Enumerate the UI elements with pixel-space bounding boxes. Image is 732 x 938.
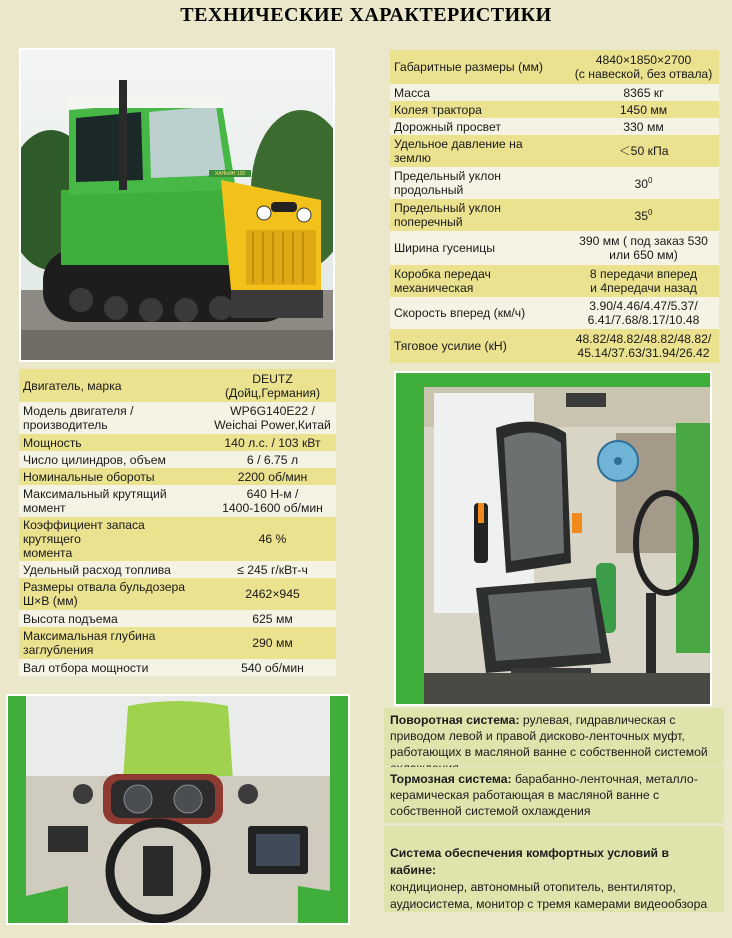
steering-system-text: рулевая, гидравлическая с приводом левой и правой дисково-ленточных муфт, работающих в масляной ванне с собственной системой (390, 713, 708, 759)
spec-label: Высота подъема (19, 610, 209, 627)
right-spec-table (390, 50, 719, 363)
tractor-photo (19, 48, 335, 362)
spec-label: Скорость вперед (км/ч) (390, 297, 568, 329)
spec-row (390, 118, 719, 135)
spec-value: 48.82/48.82/48.82/48.82/ 45.14/37.63/31.94/26.42 (575, 332, 712, 360)
spec-row (390, 297, 719, 329)
spec-label: Двигатель, марка (19, 369, 209, 402)
spec-value: 1450 мм (619, 102, 668, 117)
comfort-system-label: Система обеспечения комфортных условий в кабине: (390, 846, 669, 877)
spec-value: ≤ 245 г/кВт-ч (237, 562, 308, 577)
spec-value: 8365 кг (623, 85, 664, 100)
spec-row (19, 561, 336, 578)
spec-row (19, 468, 336, 485)
spec-value: ＜50 кПа (618, 144, 669, 158)
spec-label: Размеры отвала бульдозера Ш×В (мм) (19, 578, 209, 610)
spec-row (390, 135, 719, 167)
spec-value: 140 л.с. / 103 кВт (224, 435, 321, 450)
left-spec-table (19, 369, 336, 676)
spec-row (19, 659, 336, 676)
spec-value: 640 Н-м / 1400-1600 об/мин (222, 487, 323, 515)
spec-label: Число цилиндров, объем (19, 451, 209, 468)
spec-value: 2462×945 (245, 587, 300, 601)
spec-value: 290 мм (252, 636, 293, 650)
tractor-plate: ХАНЬЯН 120 (214, 171, 246, 177)
spec-label: Предельный уклон продольный (390, 167, 568, 199)
spec-row (19, 610, 336, 627)
comfort-system-text: кондиционер, автономный отопитель, вентилятор, аудиосистема, монитор с тремя камерами видеообзора (390, 880, 708, 911)
tractor-illustration (21, 50, 333, 360)
spec-value: 46 % (258, 532, 287, 546)
steering-system-label: Поворотная система: (390, 713, 520, 727)
spec-value: 8 передачи вперед и 4передачи назад (589, 267, 698, 295)
spec-label: Габаритные размеры (мм) (390, 50, 568, 84)
spec-row (19, 369, 336, 402)
spec-value: 540 об/мин (241, 660, 304, 675)
spec-value: WP6G140E22 / Weichai Power,Китай (214, 404, 331, 432)
spec-label: Коэффициент запаса крутящего момента (19, 517, 209, 561)
spec-value: 390 мм ( под заказ 530 или 650 мм) (579, 234, 708, 262)
spec-label: Тяговое усилие (кН) (390, 329, 568, 363)
spec-row (390, 84, 719, 101)
spec-label: Масса (390, 84, 568, 101)
comfort-system-box (384, 826, 724, 912)
spec-row (19, 434, 336, 451)
spec-value: 6 / 6.75 л (246, 452, 299, 467)
spec-label: Мощность (19, 434, 209, 451)
spec-label: Максимальная глубина заглубления (19, 627, 209, 659)
spec-row (19, 627, 336, 659)
page-title: ТЕХНИЧЕСКИЕ ХАРАКТЕРИСТИКИ (180, 4, 552, 26)
spec-label: Ширина гусеницы (390, 231, 568, 265)
dashboard-photo (6, 694, 350, 925)
spec-row (19, 485, 336, 517)
spec-label: Удельный расход топлива (19, 561, 209, 578)
spec-label: Удельное давление на землю (390, 135, 568, 167)
spec-row (390, 265, 719, 297)
spec-row (390, 167, 719, 199)
brake-system-box (384, 767, 724, 823)
spec-row (390, 199, 719, 231)
spec-label: Вал отбора мощности (19, 659, 209, 676)
spec-value: 625 мм (252, 611, 293, 626)
spec-row (19, 578, 336, 610)
spec-value: 2200 об/мин (237, 469, 308, 484)
spec-row (19, 451, 336, 468)
spec-value: 3.90/4.46/4.47/5.37/ 6.41/7.68/8.17/10.48 (587, 299, 700, 327)
spec-label: Максимальный крутящий момент (19, 485, 209, 517)
spec-row (19, 517, 336, 561)
spec-label: Предельный уклон поперечный (390, 199, 568, 231)
spec-row (390, 50, 719, 84)
spec-value: 330 мм (623, 119, 664, 134)
spec-label: Коробка передач механическая (390, 265, 568, 297)
spec-label: Номинальные обороты (19, 468, 209, 485)
spec-value: DEUTZ (Дойц,Германия) (224, 371, 321, 400)
spec-value: 35 (634, 209, 649, 224)
spec-value-superscript: 0 (648, 176, 653, 186)
cab-seat-photo (394, 371, 712, 706)
brake-system-text: барабанно-ленточная, металло-керамическая работающая в масляной ванне с собственной системой охлаждения (390, 772, 698, 818)
spec-label: Дорожный просвет (390, 118, 568, 135)
steering-system-box (384, 708, 724, 766)
spec-value: 4840×1850×2700 (с навеской, без отвала) (574, 53, 713, 81)
spec-row (390, 231, 719, 265)
spec-value-superscript: 0 (648, 208, 653, 218)
spec-label: Модель двигателя / производитель (19, 402, 209, 434)
spec-row (19, 402, 336, 434)
brake-system-label: Тормозная система: (390, 772, 512, 786)
spec-label: Колея трактора (390, 101, 568, 118)
spec-row (390, 101, 719, 118)
spec-row (390, 329, 719, 363)
spec-value: 30 (634, 177, 649, 192)
